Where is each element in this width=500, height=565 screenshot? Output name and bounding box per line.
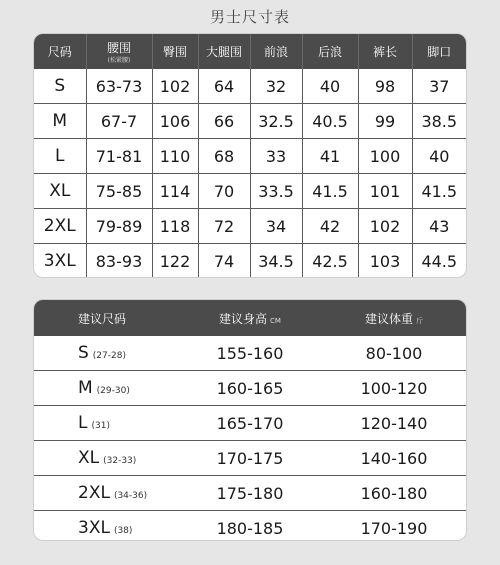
cell-thigh: 68 — [198, 139, 250, 174]
cell-front-rise: 33 — [250, 139, 302, 174]
table-row — [34, 476, 466, 511]
cell-recommend-height: 160-165 — [178, 371, 322, 406]
header-thigh: 大腿围 — [198, 34, 250, 69]
height-unit: CM — [270, 316, 281, 325]
table-row — [34, 441, 466, 476]
cell-hip: 110 — [152, 139, 198, 174]
cell-recommend-height: 165-170 — [178, 406, 322, 441]
header-recommend-height — [178, 300, 322, 336]
cell-recommend-weight: 120-140 — [322, 406, 466, 441]
header-length: 裤长 — [358, 34, 412, 69]
table-row — [34, 139, 466, 174]
recommend-waist-range: (31) — [91, 421, 110, 431]
table-row — [34, 174, 466, 209]
cell-recommend-size — [34, 336, 178, 371]
table-row — [34, 104, 466, 139]
cell-recommend-size — [34, 511, 178, 541]
recommend-size-label: 3XL — [78, 518, 110, 538]
cell-thigh: 70 — [198, 174, 250, 209]
cell-waist: 79-89 — [86, 209, 152, 244]
size-chart-table — [34, 34, 466, 277]
cell-recommend-size — [34, 441, 178, 476]
cell-front-rise: 32 — [250, 69, 302, 104]
cell-leg-opening: 43 — [412, 209, 466, 244]
recommend-size-label: XL — [78, 448, 100, 468]
recommend-table — [34, 300, 466, 540]
cell-hip: 114 — [152, 174, 198, 209]
cell-size: 3XL — [34, 244, 86, 278]
cell-length: 100 — [358, 139, 412, 174]
cell-waist: 83-93 — [86, 244, 152, 278]
recommend-header-row — [34, 300, 466, 336]
recommend-waist-range: (34-36) — [113, 491, 148, 501]
recommend-size-label: M — [78, 378, 93, 398]
weight-unit: 斤 — [416, 316, 423, 325]
cell-hip: 106 — [152, 104, 198, 139]
cell-leg-opening: 44.5 — [421, 251, 458, 271]
cell-length: 98 — [358, 69, 412, 104]
cell-back-rise: 41.5 — [302, 174, 358, 209]
header-recommend-weight-label: 建议体重 — [364, 311, 413, 326]
cell-back-rise: 42.5 — [302, 244, 358, 278]
cell-leg-opening: 37 — [412, 69, 466, 104]
cell-leg-opening: 38.5 — [412, 104, 466, 139]
header-front-rise: 前浪 — [250, 34, 302, 69]
header-hip: 臀围 — [152, 34, 198, 69]
table-row — [34, 406, 466, 441]
table-row — [34, 69, 466, 104]
cell-length: 102 — [358, 209, 412, 244]
table-row — [34, 209, 466, 244]
recommend-size-label: S — [78, 343, 89, 363]
table-row — [34, 244, 466, 278]
cell-recommend-weight: 80-100 — [322, 336, 466, 371]
cell-hip: 122 — [152, 244, 198, 278]
recommend-waist-range: (29-30) — [96, 386, 130, 396]
header-recommend-size: 建议尺码 — [34, 300, 178, 336]
cell-front-rise: 34 — [250, 209, 302, 244]
cell-waist: 63-73 — [86, 69, 152, 104]
recommend-waist-range: (27-28) — [92, 351, 126, 361]
cell-length: 103 — [358, 244, 412, 278]
recommend-waist-range: (32-33) — [103, 456, 137, 466]
recommend-waist-range: (38) — [113, 526, 133, 536]
cell-recommend-size — [34, 406, 178, 441]
cell-front-rise: 34.5 — [250, 244, 302, 278]
cell-back-rise: 41 — [302, 139, 358, 174]
header-leg-opening: 脚口 — [412, 34, 466, 69]
header-recommend-weight — [322, 300, 466, 336]
cell-thigh: 72 — [198, 209, 250, 244]
header-waist-note: (松紧腰) — [107, 57, 131, 64]
cell-recommend-weight: 140-160 — [322, 441, 466, 476]
cell-size: S — [34, 69, 86, 104]
cell-length: 99 — [358, 104, 412, 139]
cell-hip: 118 — [152, 209, 198, 244]
cell-waist: 67-7 — [86, 104, 152, 139]
header-waist — [86, 34, 152, 69]
cell-leg-opening: 40 — [412, 139, 466, 174]
cell-recommend-height: 175-180 — [178, 476, 322, 511]
page-title: 男士尺寸表 — [209, 8, 290, 26]
cell-recommend-size — [34, 476, 178, 511]
cell-recommend-height: 170-175 — [178, 441, 322, 476]
cell-leg-opening: 41.5 — [412, 174, 466, 209]
cell-back-rise: 40 — [302, 69, 358, 104]
cell-back-rise: 42 — [302, 209, 358, 244]
cell-recommend-weight: 160-180 — [322, 476, 466, 511]
table-row — [34, 371, 466, 406]
table-row — [34, 336, 466, 371]
cell-recommend-height: 180-185 — [216, 518, 284, 538]
cell-recommend-height: 155-160 — [178, 336, 322, 371]
cell-length: 101 — [358, 174, 412, 209]
header-back-rise: 后浪 — [302, 34, 358, 69]
cell-waist: 71-81 — [86, 139, 152, 174]
cell-thigh: 74 — [198, 244, 250, 278]
recommend-size-label: 2XL — [78, 483, 110, 503]
cell-size: M — [34, 104, 86, 139]
header-recommend-height-label: 建议身高 — [219, 311, 268, 326]
header-waist-label: 腰围 — [106, 41, 131, 55]
cell-front-rise: 32.5 — [250, 104, 302, 139]
cell-thigh: 66 — [198, 104, 250, 139]
cell-recommend-weight: 100-120 — [322, 371, 466, 406]
cell-hip: 102 — [152, 69, 198, 104]
table-row — [34, 511, 466, 541]
recommend-size-label: L — [78, 413, 88, 433]
cell-size: 2XL — [34, 209, 86, 244]
cell-recommend-size — [34, 371, 178, 406]
cell-size: XL — [34, 174, 86, 209]
size-chart-header-row — [34, 34, 466, 69]
header-size: 尺码 — [34, 34, 86, 69]
cell-size: L — [34, 139, 86, 174]
cell-recommend-weight: 170-190 — [360, 518, 428, 538]
cell-waist: 75-85 — [86, 174, 152, 209]
cell-thigh: 64 — [198, 69, 250, 104]
cell-back-rise: 40.5 — [302, 104, 358, 139]
cell-front-rise: 33.5 — [250, 174, 302, 209]
